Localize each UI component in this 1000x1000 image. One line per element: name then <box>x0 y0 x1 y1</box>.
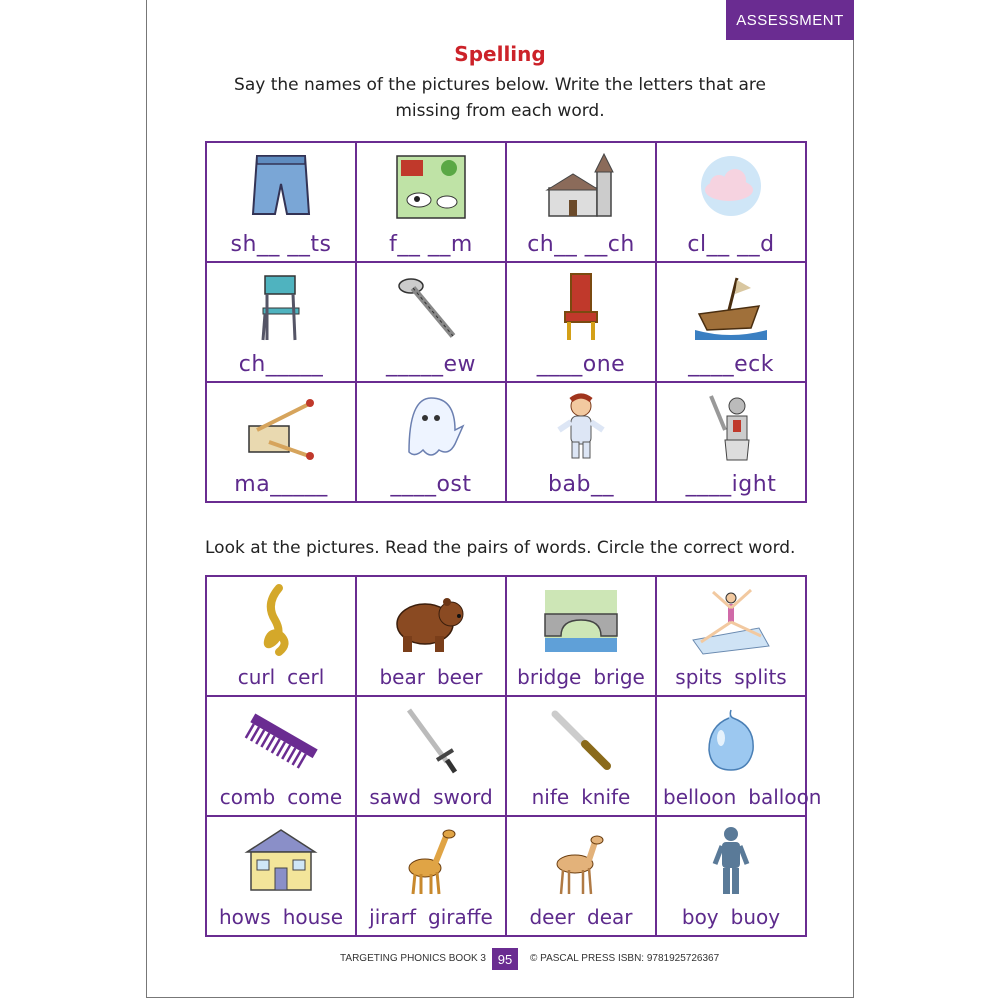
word-pair-cell <box>657 697 822 817</box>
word-pair-cell <box>357 697 507 817</box>
assessment-tag: ASSESSMENT <box>726 0 854 40</box>
spelling-word: bab__ <box>548 472 614 497</box>
word-option[interactable]: brige <box>593 665 645 689</box>
word-option[interactable]: belloon <box>663 785 737 809</box>
word-option[interactable]: dear <box>587 905 633 929</box>
word-pair-grid <box>205 575 822 937</box>
sword-icon <box>357 703 505 779</box>
word-pair-cell <box>357 817 507 937</box>
spelling-word: sh__ __ts <box>230 232 332 257</box>
word-option[interactable]: nife <box>531 785 570 809</box>
spelling-word: cl__ __d <box>687 232 775 257</box>
word-option[interactable]: hows <box>218 905 271 929</box>
word-option[interactable]: knife <box>581 785 631 809</box>
spelling-word: ____one <box>536 352 626 377</box>
bridge-icon <box>507 583 655 659</box>
screw-icon <box>357 269 505 345</box>
balloon-icon <box>657 703 805 779</box>
shorts-icon <box>207 149 355 225</box>
word-option[interactable]: sword <box>433 785 493 809</box>
word-pair-cell <box>207 577 357 697</box>
spelling-word: _____ew <box>385 352 477 377</box>
house-icon <box>207 823 355 899</box>
spelling-cell <box>657 263 807 383</box>
footer-publisher: © PASCAL PRESS ISBN: 9781925726367 <box>530 953 720 964</box>
gymnast-icon <box>657 583 805 659</box>
spelling-word: ____ight <box>685 472 777 497</box>
word-option[interactable]: jirarf <box>369 905 417 929</box>
shipwreck-icon <box>657 269 805 345</box>
word-pair-cell <box>207 697 357 817</box>
word-pair <box>507 905 655 929</box>
word-option[interactable]: bridge <box>517 665 582 689</box>
page-title: Spelling <box>454 42 546 66</box>
word-pair <box>207 665 355 689</box>
spelling-cell <box>657 383 807 503</box>
throne-icon <box>507 269 655 345</box>
spelling-grid <box>205 141 807 503</box>
word-option[interactable]: deer <box>529 905 576 929</box>
spelling-cell <box>507 383 657 503</box>
instruction-2: Look at the pictures. Read the pairs of words. Circle the correct word. <box>205 538 796 558</box>
word-pair <box>357 905 505 929</box>
baby-icon <box>507 389 655 465</box>
spelling-cell <box>357 143 507 263</box>
word-option[interactable]: sawd <box>369 785 422 809</box>
word-pair <box>357 785 505 809</box>
word-option[interactable]: house <box>282 905 343 929</box>
word-pair-cell <box>357 577 507 697</box>
word-option[interactable]: comb <box>219 785 276 809</box>
spelling-cell <box>507 143 657 263</box>
word-option[interactable]: splits <box>734 665 787 689</box>
word-pair-cell <box>507 817 657 937</box>
bear-icon <box>357 583 505 659</box>
spelling-cell <box>657 143 807 263</box>
spelling-cell <box>207 263 357 383</box>
word-pair-cell <box>507 577 657 697</box>
spelling-word: ch__ __ch <box>527 232 635 257</box>
page-footer <box>0 948 1000 970</box>
word-pair <box>657 665 805 689</box>
word-pair <box>357 665 505 689</box>
giraffe-icon <box>357 823 505 899</box>
word-option[interactable]: giraffe <box>428 905 493 929</box>
farm-icon <box>357 149 505 225</box>
word-pair-cell <box>657 817 807 937</box>
matches-icon <box>207 389 355 465</box>
spelling-cell <box>357 263 507 383</box>
word-option[interactable]: spits <box>675 665 723 689</box>
spelling-cell <box>357 383 507 503</box>
instruction-line-2: missing from each word. <box>395 101 605 121</box>
deer-icon <box>507 823 655 899</box>
word-pair-cell <box>657 577 807 697</box>
cloud-icon <box>657 149 805 225</box>
word-option[interactable]: balloon <box>748 785 822 809</box>
word-pair <box>207 905 355 929</box>
instruction-line-1: Say the names of the pictures below. Write the letters that are <box>234 75 766 95</box>
word-option[interactable]: come <box>287 785 343 809</box>
spelling-word: ma_____ <box>234 472 328 497</box>
word-option[interactable]: buoy <box>730 905 781 929</box>
spelling-word: ch_____ <box>238 352 324 377</box>
word-pair <box>657 785 822 809</box>
page-number: 95 <box>492 948 518 970</box>
word-pair <box>657 905 805 929</box>
word-option[interactable]: curl <box>237 665 276 689</box>
knight-icon <box>657 389 805 465</box>
chair-icon <box>207 269 355 345</box>
footer-book-title: TARGETING PHONICS BOOK 3 <box>340 953 486 964</box>
comb-icon <box>207 703 355 779</box>
spelling-cell <box>207 383 357 503</box>
spelling-word: ____ost <box>390 472 472 497</box>
curl-icon <box>207 583 355 659</box>
word-pair <box>507 785 655 809</box>
church-icon <box>507 149 655 225</box>
spelling-word: f__ __m <box>389 232 473 257</box>
word-pair-cell <box>507 697 657 817</box>
boy-icon <box>657 823 805 899</box>
word-option[interactable]: boy <box>681 905 719 929</box>
word-pair-cell <box>207 817 357 937</box>
word-option[interactable]: bear <box>379 665 425 689</box>
word-pair <box>207 785 355 809</box>
word-option[interactable]: cerl <box>287 665 325 689</box>
word-option[interactable]: beer <box>436 665 483 689</box>
ghost-icon <box>357 389 505 465</box>
spelling-word: ____eck <box>688 352 774 377</box>
spelling-cell <box>207 143 357 263</box>
knife-icon <box>507 703 655 779</box>
spelling-cell <box>507 263 657 383</box>
word-pair <box>507 665 655 689</box>
